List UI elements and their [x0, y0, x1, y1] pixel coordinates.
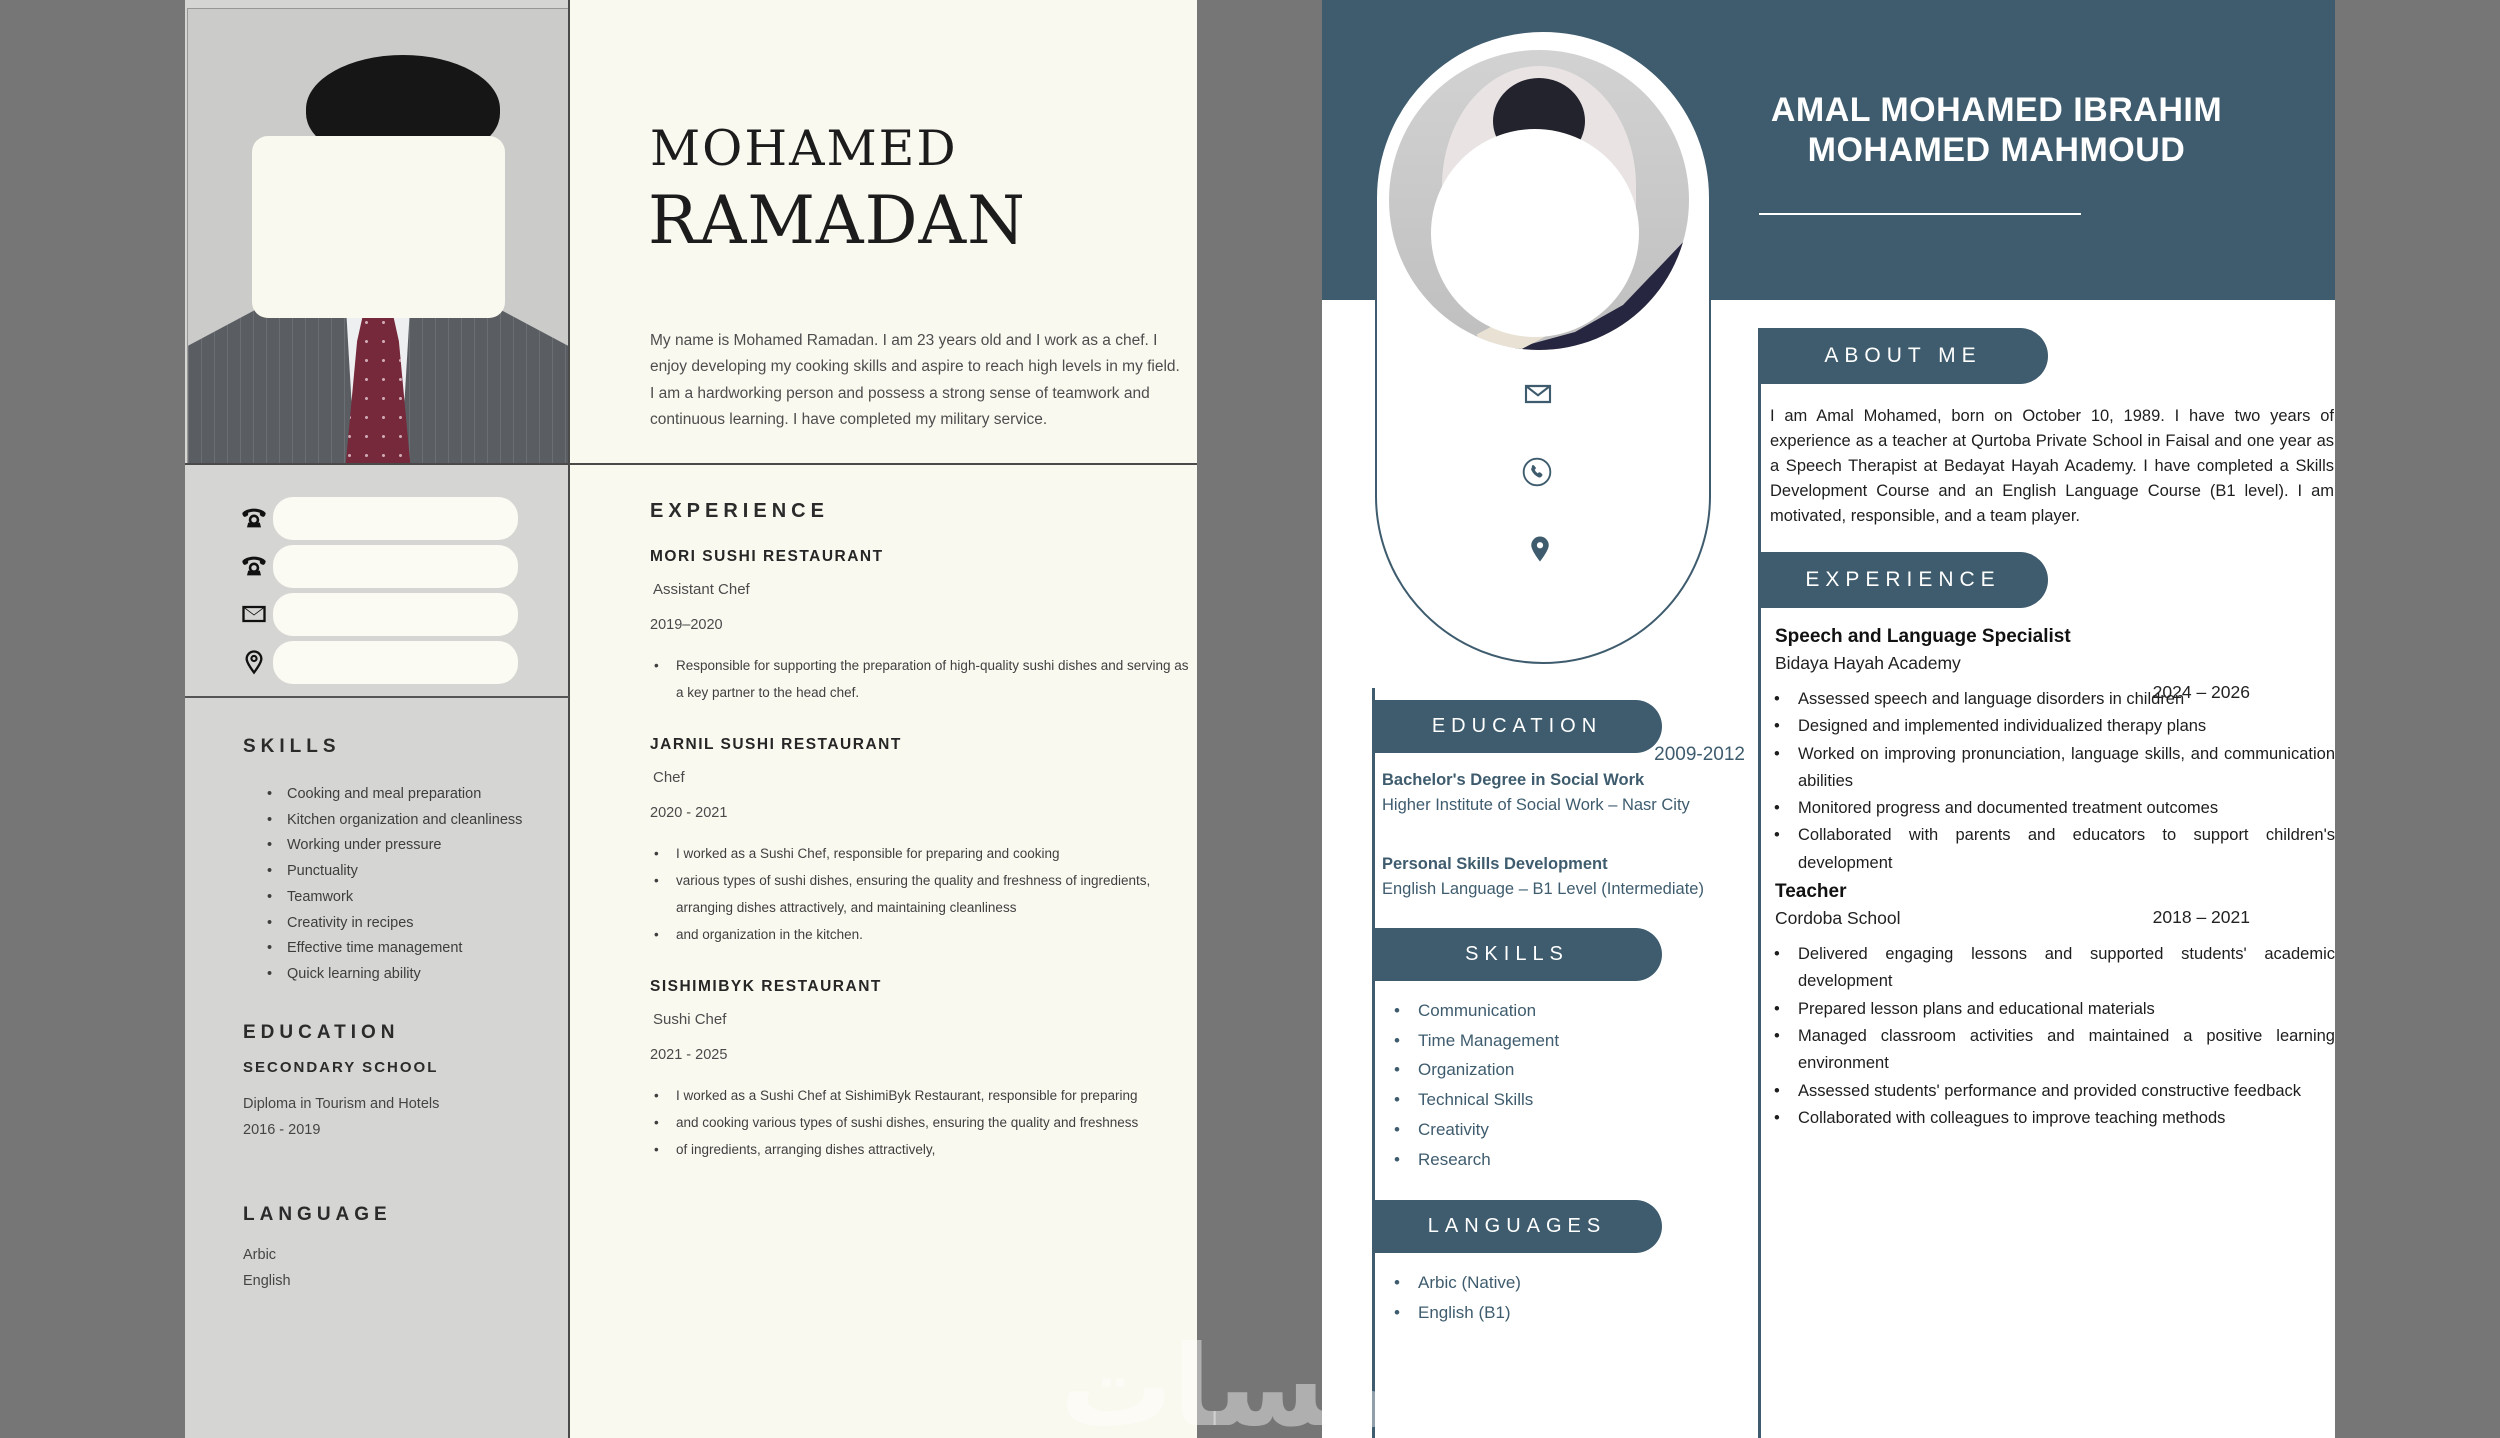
bullet-text: Designed and implemented individualized therapy plans — [1798, 717, 2207, 736]
job-title: Speech and Language Specialist — [1775, 626, 2071, 647]
right-profile-photo — [1389, 50, 1689, 350]
left-column-divider — [568, 0, 570, 1438]
job-bullet — [1772, 713, 2335, 740]
bullet-dot: • — [1774, 717, 1780, 736]
bullet-dot: • — [1394, 1001, 1400, 1020]
bullet-text: Worked on improving pronunciation, language skills, and communication abilities — [1798, 744, 2335, 790]
bullet-text: Prepared lesson plans and educational materials — [1798, 999, 2155, 1018]
bullet-dot: • — [654, 1088, 659, 1103]
bullet-dot: • — [267, 888, 273, 905]
bullet-dot: • — [267, 863, 273, 880]
main-rule — [1758, 328, 1761, 1438]
name-underline — [1759, 213, 2081, 215]
bullet-text: Delivered engaging lessons and supported students' academic development — [1798, 945, 2335, 991]
bullet-dot: • — [267, 914, 273, 931]
skill-item — [267, 911, 557, 937]
skills-heading: SKILLS — [243, 736, 341, 757]
skill-label: Communication — [1418, 1001, 1537, 1020]
bullet-dot: • — [267, 965, 273, 982]
skill-label: Effective time management — [287, 940, 463, 957]
bullet-text: Collaborated with colleagues to improve teaching methods — [1798, 1108, 2226, 1127]
bullet-text: Responsible for supporting the preparation of high-quality sushi dishes and serving as a key partner to the head chef. — [676, 658, 1189, 700]
job-bullet — [650, 1136, 1190, 1163]
job-bullet-list — [650, 1082, 1190, 1163]
job-bullet — [1772, 686, 2335, 713]
job-bullet — [1772, 741, 2335, 796]
skill-label: Quick learning ability — [287, 965, 421, 982]
skills-list — [1394, 996, 1694, 1174]
contact-value-blank — [273, 593, 518, 636]
skill-item — [267, 808, 557, 834]
about-text: I am Amal Mohamed, born on October 10, 1989. I have two years of experience as a teacher at Qurtoba Private School in Faisal and one year as a Speech Therapist at Bedayat Hayah Academy. I have completed a Skills Development Course and an English Language Course (B1 level). I am motivated, responsible, and a team player. — [1770, 407, 2334, 525]
photo-face-cover — [252, 136, 505, 318]
skill-item — [1394, 1115, 1694, 1145]
job-bullet — [1772, 996, 2335, 1023]
bullet-dot: • — [1774, 1081, 1780, 1100]
contact-row — [185, 641, 569, 684]
bullet-text: Managed classroom activities and maintained a positive learning environment — [1798, 1026, 2335, 1073]
experience-job — [650, 978, 1190, 1163]
education-degree: Bachelor's Degree in Social Work — [1382, 771, 1645, 789]
bullet-dot: • — [1394, 1119, 1400, 1139]
bullet-dot: • — [1394, 1030, 1400, 1050]
skill-label: Time Management — [1418, 1030, 1560, 1050]
job-period: 2019–2020 — [650, 617, 723, 633]
khamsat-watermark: خمسات — [1060, 1322, 1485, 1438]
left-summary: My name is Mohamed Ramadan. I am 23 years old and I work as a chef. I enjoy developing my cooking skills and aspire to reach high levels in my field. I am a hardworking person and possess a strong sense of teamwork and continuous learning. I have completed my military service. — [650, 332, 1180, 428]
skill-label: Creativity — [1418, 1119, 1489, 1139]
left-profile-photo — [187, 8, 569, 465]
skill-item — [1394, 1055, 1694, 1085]
skill-item — [1394, 1026, 1694, 1056]
left-sidebar-divider — [185, 696, 569, 698]
left-experience-list — [650, 548, 1190, 1193]
skills-pill: SKILLS — [1372, 928, 1662, 981]
skill-item — [267, 833, 557, 859]
bullet-text: and organization in the kitchen. — [676, 927, 863, 942]
bullet-dot: • — [1774, 826, 1780, 845]
job-bullet-list — [650, 652, 1190, 706]
bullet-dot: • — [1774, 999, 1780, 1018]
bullet-text: Collaborated with parents and educators to support children's development — [1798, 826, 2335, 872]
bullet-text: of ingredients, arranging dishes attractively, — [676, 1142, 936, 1157]
skill-label: Cooking and meal preparation — [287, 786, 482, 802]
job-organization: Cordoba School — [1775, 908, 1901, 929]
bullet-text: Assessed students' performance and provided constructive feedback — [1798, 1081, 2302, 1100]
contact-value-blank — [273, 545, 518, 588]
job-title: Teacher — [1775, 881, 1847, 903]
bullet-dot: • — [1774, 690, 1780, 708]
job-bullet — [1772, 1105, 2335, 1132]
contact-row — [185, 497, 569, 540]
right-experience-list — [1772, 626, 2335, 1132]
phone-icon — [1521, 456, 1553, 493]
bullet-dot: • — [1394, 1060, 1400, 1080]
contact-value-blank — [273, 497, 518, 540]
job-bullet-list — [1772, 686, 2335, 877]
education-period: 2009-2012 — [1654, 744, 1745, 765]
job-bullet — [650, 867, 1190, 921]
job-company: SISHIMIBYK RESTAURANT — [650, 978, 882, 995]
experience-job — [1772, 626, 2335, 877]
bullet-text: and cooking various types of sushi dishes, ensuring the quality and freshness — [676, 1115, 1139, 1130]
skill-item — [267, 936, 557, 962]
job-organization: Bidaya Hayah Academy — [1775, 653, 1961, 673]
bullet-dot: • — [267, 786, 273, 802]
language-item — [1394, 1268, 1694, 1298]
job-period: 2024 – 2026 — [2152, 682, 2250, 702]
phone-icon — [240, 504, 270, 534]
skill-item — [267, 782, 557, 808]
education-entry — [1382, 852, 1712, 902]
job-bullet-list — [650, 840, 1190, 948]
job-company: MORI SUSHI RESTAURANT — [650, 548, 884, 565]
bullet-dot: • — [1774, 945, 1780, 964]
contact-value-blank — [273, 641, 518, 684]
skill-item — [1394, 996, 1694, 1026]
skill-item — [267, 885, 557, 911]
bullet-dot: • — [654, 927, 659, 942]
bullet-dot: • — [1774, 799, 1780, 818]
job-period: 2018 – 2021 — [2152, 907, 2250, 928]
bullet-text: I worked as a Sushi Chef at SishimiByk Restaurant, responsible for preparing — [676, 1088, 1138, 1103]
left-name-last: RAMADAN — [648, 182, 1026, 259]
job-role: Chef — [653, 769, 685, 786]
right-name-line1: AMAL MOHAMED IBRAHIM — [1770, 91, 2223, 129]
right-name — [1724, 90, 2269, 170]
job-bullet — [1772, 822, 2335, 877]
contact-row — [185, 593, 569, 636]
skill-label: Technical Skills — [1418, 1090, 1534, 1110]
experience-job — [650, 736, 1190, 948]
job-bullet — [650, 1082, 1190, 1109]
languages-list — [1394, 1268, 1694, 1328]
right-name-line2: MOHAMED MAHMOUD — [1807, 131, 2186, 169]
bullet-dot: • — [1774, 1026, 1780, 1045]
language-label: English (B1) — [1418, 1303, 1511, 1322]
job-bullet — [650, 921, 1190, 948]
skill-label: Organization — [1418, 1060, 1515, 1080]
skill-label: Teamwork — [287, 888, 354, 905]
skill-item — [1394, 1085, 1694, 1115]
education-school: SECONDARY SCHOOL — [243, 1059, 439, 1076]
education-pill: EDUCATION — [1372, 700, 1662, 753]
bullet-dot: • — [654, 846, 659, 861]
education-degree: Personal Skills Development — [1382, 855, 1608, 873]
experience-heading: EXPERIENCE — [650, 500, 829, 522]
job-company: JARNIL SUSHI RESTAURANT — [650, 736, 902, 753]
languages-pill: LANGUAGES — [1372, 1200, 1662, 1253]
mail-icon — [1522, 378, 1554, 415]
bullet-text: various types of sushi dishes, ensuring the quality and freshness of ingredients, arranging dishes attractively, and maintaining cleanliness — [676, 873, 1151, 915]
job-role: Assistant Chef — [653, 581, 750, 598]
skill-item — [267, 962, 557, 988]
job-bullet — [650, 652, 1190, 706]
location-icon — [1525, 532, 1555, 571]
bullet-dot: • — [267, 940, 273, 957]
education-years: 2016 - 2019 — [243, 1122, 321, 1138]
skill-label: Punctuality — [287, 863, 358, 880]
bullet-dot: • — [654, 1115, 659, 1130]
bullet-dot: • — [654, 658, 659, 673]
language-item: Arbic — [243, 1247, 277, 1263]
bullet-dot: • — [1774, 1108, 1780, 1127]
job-bullet-list — [1772, 941, 2335, 1132]
skill-item — [1394, 1145, 1694, 1175]
job-bullet — [1772, 1023, 2335, 1078]
job-bullet — [650, 840, 1190, 867]
experience-job — [650, 548, 1190, 706]
bullet-dot: • — [267, 837, 273, 854]
left-name-first: MOHAMED — [650, 120, 958, 177]
skill-item — [267, 859, 557, 885]
experience-pill: EXPERIENCE — [1758, 552, 2048, 608]
bullet-text: I worked as a Sushi Chef, responsible for preparing and cooking — [676, 846, 1060, 861]
bullet-dot: • — [1774, 744, 1780, 763]
mail-icon — [240, 600, 270, 630]
job-bullet — [650, 1109, 1190, 1136]
job-role: Sushi Chef — [653, 1011, 727, 1028]
bullet-dot: • — [654, 1142, 659, 1157]
bullet-dot: • — [1394, 1273, 1400, 1292]
job-bullet — [1772, 795, 2335, 822]
right-resume-page — [1322, 0, 2335, 1438]
bullet-text: Monitored progress and documented treatment outcomes — [1798, 799, 2219, 818]
language-heading: LANGUAGE — [243, 1204, 392, 1225]
language-item: English — [243, 1273, 291, 1289]
experience-job — [1772, 881, 2335, 1132]
phone-icon — [240, 552, 270, 582]
education-degree: Diploma in Tourism and Hotels — [243, 1096, 440, 1112]
education-entry — [1382, 768, 1712, 818]
skill-label: Working under pressure — [287, 837, 442, 854]
language-label: Arbic (Native) — [1418, 1273, 1521, 1292]
left-horizontal-divider — [185, 463, 1197, 465]
job-period: 2020 - 2021 — [650, 805, 728, 821]
location-icon — [240, 648, 270, 678]
education-school: Higher Institute of Social Work – Nasr City — [1382, 796, 1690, 814]
photo-face-cover — [1431, 129, 1639, 337]
skill-label: Kitchen organization and cleanliness — [287, 811, 523, 828]
job-bullet — [1772, 1078, 2335, 1105]
job-period: 2021 - 2025 — [650, 1047, 728, 1063]
bullet-dot: • — [1394, 1303, 1400, 1322]
bullet-text: Assessed speech and language disorders in children — [1798, 690, 2185, 708]
contact-row — [185, 545, 569, 588]
bullet-dot: • — [1394, 1090, 1400, 1110]
bullet-dot: • — [654, 873, 659, 888]
job-bullet — [1772, 941, 2335, 996]
skill-label: Creativity in recipes — [287, 914, 414, 931]
skills-list — [267, 782, 557, 988]
bullet-dot: • — [1394, 1149, 1400, 1169]
language-list — [243, 1242, 291, 1294]
about-pill: ABOUT ME — [1758, 328, 2048, 384]
left-resume-page — [185, 0, 1197, 1438]
education-heading: EDUCATION — [243, 1022, 400, 1043]
skill-label: Research — [1418, 1149, 1491, 1169]
education-school: English Language – B1 Level (Intermediate) — [1382, 880, 1704, 898]
bullet-dot: • — [267, 811, 273, 828]
